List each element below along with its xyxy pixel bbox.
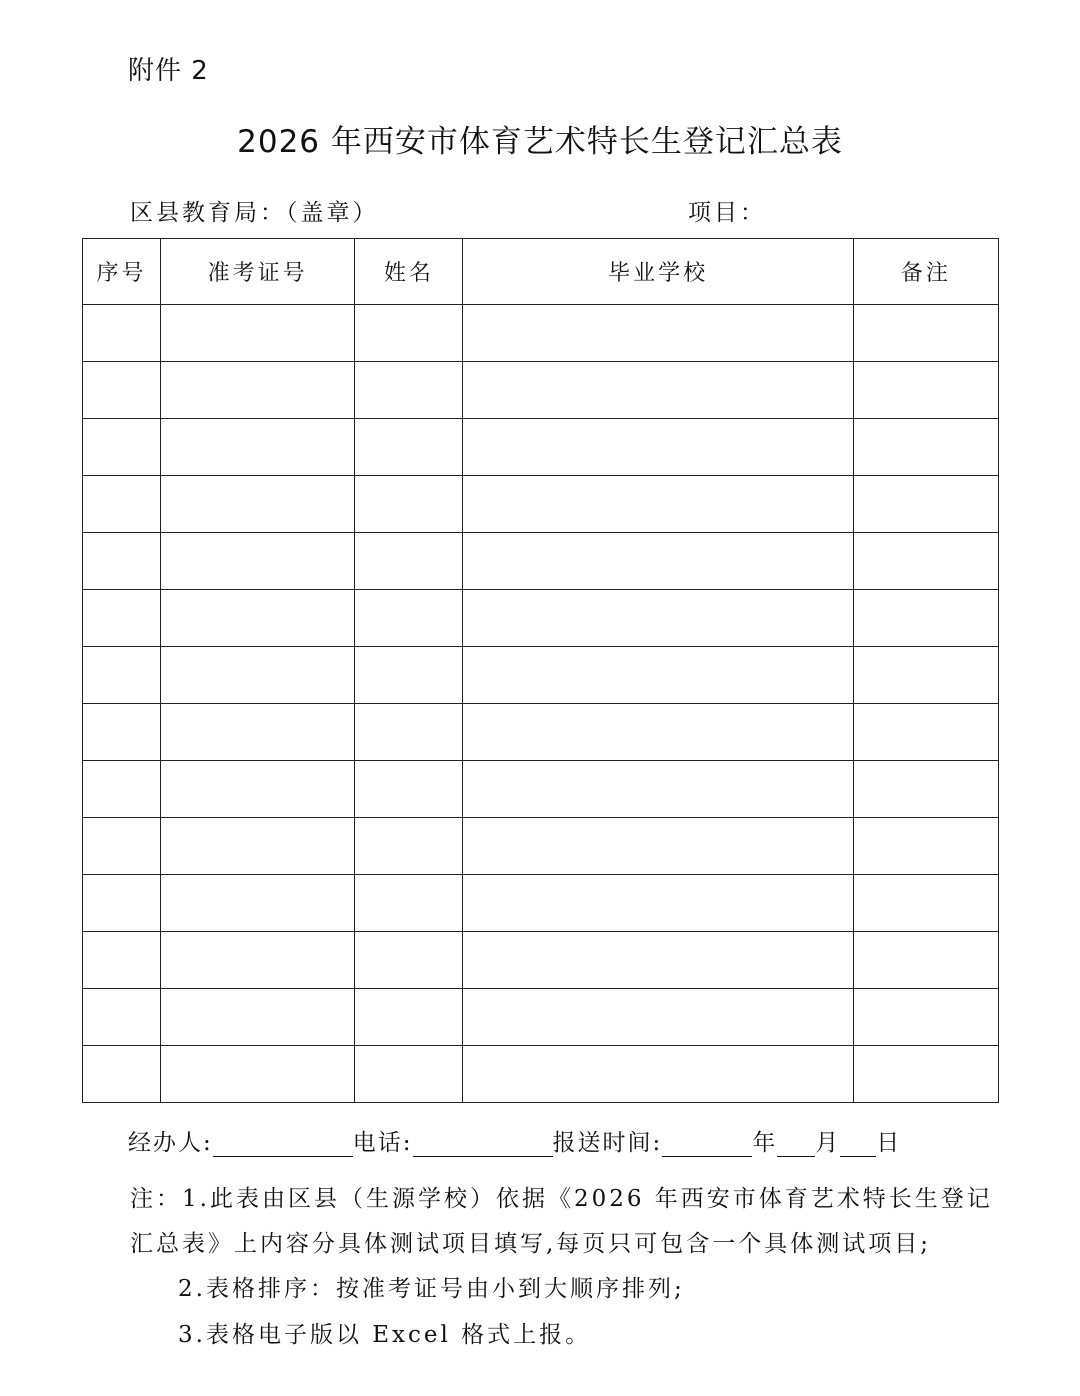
- exam-number-cell[interactable]: [161, 476, 355, 533]
- graduation-school-cell[interactable]: [463, 419, 853, 476]
- graduation-school-cell[interactable]: [463, 761, 853, 818]
- exam-number-cell[interactable]: [161, 875, 355, 932]
- graduation-school-cell[interactable]: [463, 362, 853, 419]
- page-title: 2026 年西安市体育艺术特长生登记汇总表: [237, 124, 843, 160]
- remarks-cell[interactable]: [853, 704, 998, 761]
- signature-line: [128, 1124, 901, 1157]
- table-row: [83, 818, 999, 875]
- remarks-cell[interactable]: [853, 590, 998, 647]
- phone-label: 电话:: [352, 1130, 413, 1156]
- submit-time-label: 报送时间:: [552, 1130, 663, 1156]
- remarks-cell[interactable]: [853, 362, 998, 419]
- graduation-school-cell[interactable]: [463, 305, 853, 362]
- name-cell[interactable]: [355, 476, 463, 533]
- graduation-school-cell[interactable]: [463, 932, 853, 989]
- exam-number-cell[interactable]: [161, 362, 355, 419]
- table-header-row: [83, 239, 999, 305]
- graduation-school-cell[interactable]: [463, 533, 853, 590]
- table-row: [83, 932, 999, 989]
- exam-number-cell[interactable]: [161, 419, 355, 476]
- serial-number-cell[interactable]: [83, 704, 161, 761]
- table-row: [83, 533, 999, 590]
- handler-label: 经办人:: [128, 1130, 213, 1156]
- table-row: [83, 590, 999, 647]
- table-row: [83, 875, 999, 932]
- serial-number-cell[interactable]: [83, 419, 161, 476]
- graduation-school-cell[interactable]: [463, 1046, 853, 1103]
- exam-number-cell[interactable]: [161, 761, 355, 818]
- project-label: 项目：: [688, 200, 766, 226]
- exam-number-cell[interactable]: [161, 533, 355, 590]
- name-cell[interactable]: [355, 305, 463, 362]
- exam-number-cell[interactable]: [161, 305, 355, 362]
- graduation-school-cell[interactable]: [463, 590, 853, 647]
- name-cell[interactable]: [355, 704, 463, 761]
- table-row: [83, 476, 999, 533]
- exam-number-cell[interactable]: [161, 989, 355, 1046]
- table-body: [83, 305, 999, 1103]
- day-label: 日: [876, 1130, 902, 1156]
- remarks-cell[interactable]: [853, 818, 998, 875]
- table-row: [83, 761, 999, 818]
- graduation-school-cell[interactable]: [463, 647, 853, 704]
- remarks-cell[interactable]: [853, 647, 998, 704]
- serial-number-cell[interactable]: [83, 932, 161, 989]
- header-serial-number: 序号: [83, 239, 161, 305]
- name-cell[interactable]: [355, 533, 463, 590]
- name-cell[interactable]: [355, 1046, 463, 1103]
- name-cell[interactable]: [355, 818, 463, 875]
- remarks-cell[interactable]: [853, 419, 998, 476]
- exam-number-cell[interactable]: [161, 818, 355, 875]
- name-cell[interactable]: [355, 932, 463, 989]
- exam-number-cell[interactable]: [161, 932, 355, 989]
- serial-number-cell[interactable]: [83, 875, 161, 932]
- district-seal-label: 区县教育局：（盖章）: [130, 200, 379, 226]
- table-row: [83, 1046, 999, 1103]
- graduation-school-cell[interactable]: [463, 875, 853, 932]
- serial-number-cell[interactable]: [83, 647, 161, 704]
- year-label: 年: [752, 1130, 778, 1156]
- registration-table: [82, 238, 999, 1103]
- remarks-cell[interactable]: [853, 932, 998, 989]
- serial-number-cell[interactable]: [83, 1046, 161, 1103]
- header-name: 姓名: [355, 239, 463, 305]
- name-cell[interactable]: [355, 875, 463, 932]
- remarks-cell[interactable]: [853, 761, 998, 818]
- table-row: [83, 419, 999, 476]
- table-row: [83, 305, 999, 362]
- graduation-school-cell[interactable]: [463, 704, 853, 761]
- month-label: 月: [815, 1130, 841, 1156]
- note-1-line-2: 汇总表》上内容分具体测试项目填写,每页只可包含一个具体测试项目;: [130, 1231, 932, 1257]
- header-exam-number: 准考证号: [161, 239, 355, 305]
- note-3: 3.表格电子版以 Excel 格式上报。: [178, 1322, 592, 1348]
- exam-number-cell[interactable]: [161, 590, 355, 647]
- day-blank[interactable]: [840, 1132, 876, 1157]
- serial-number-cell[interactable]: [83, 761, 161, 818]
- remarks-cell[interactable]: [853, 875, 998, 932]
- handler-blank[interactable]: [213, 1132, 353, 1157]
- note-2: 2.表格排序：按准考证号由小到大顺序排列;: [178, 1276, 685, 1302]
- remarks-cell[interactable]: [853, 476, 998, 533]
- serial-number-cell[interactable]: [83, 533, 161, 590]
- remarks-cell[interactable]: [853, 989, 998, 1046]
- remarks-cell[interactable]: [853, 1046, 998, 1103]
- serial-number-cell[interactable]: [83, 989, 161, 1046]
- note-1-line-1: 注：1.此表由区县（生源学校）依据《2026 年西安市体育艺术特长生登记: [130, 1186, 993, 1212]
- name-cell[interactable]: [355, 761, 463, 818]
- graduation-school-cell[interactable]: [463, 989, 853, 1046]
- name-cell[interactable]: [355, 419, 463, 476]
- phone-blank[interactable]: [413, 1132, 553, 1157]
- remarks-cell[interactable]: [853, 533, 998, 590]
- exam-number-cell[interactable]: [161, 704, 355, 761]
- serial-number-cell[interactable]: [83, 362, 161, 419]
- serial-number-cell[interactable]: [83, 476, 161, 533]
- table-row: [83, 647, 999, 704]
- remarks-cell[interactable]: [853, 305, 998, 362]
- attachment-label: 附件 2: [128, 56, 209, 86]
- serial-number-cell[interactable]: [83, 818, 161, 875]
- name-cell[interactable]: [355, 590, 463, 647]
- header-graduation-school: 毕业学校: [463, 239, 853, 305]
- serial-number-cell[interactable]: [83, 305, 161, 362]
- name-cell[interactable]: [355, 989, 463, 1046]
- table-row: [83, 989, 999, 1046]
- serial-number-cell[interactable]: [83, 590, 161, 647]
- header-remarks: 备注: [853, 239, 998, 305]
- name-cell[interactable]: [355, 647, 463, 704]
- table-row: [83, 704, 999, 761]
- month-blank[interactable]: [777, 1132, 815, 1157]
- table-row: [83, 362, 999, 419]
- exam-number-cell[interactable]: [161, 1046, 355, 1103]
- graduation-school-cell[interactable]: [463, 476, 853, 533]
- year-blank[interactable]: [662, 1132, 752, 1157]
- name-cell[interactable]: [355, 362, 463, 419]
- graduation-school-cell[interactable]: [463, 818, 853, 875]
- exam-number-cell[interactable]: [161, 647, 355, 704]
